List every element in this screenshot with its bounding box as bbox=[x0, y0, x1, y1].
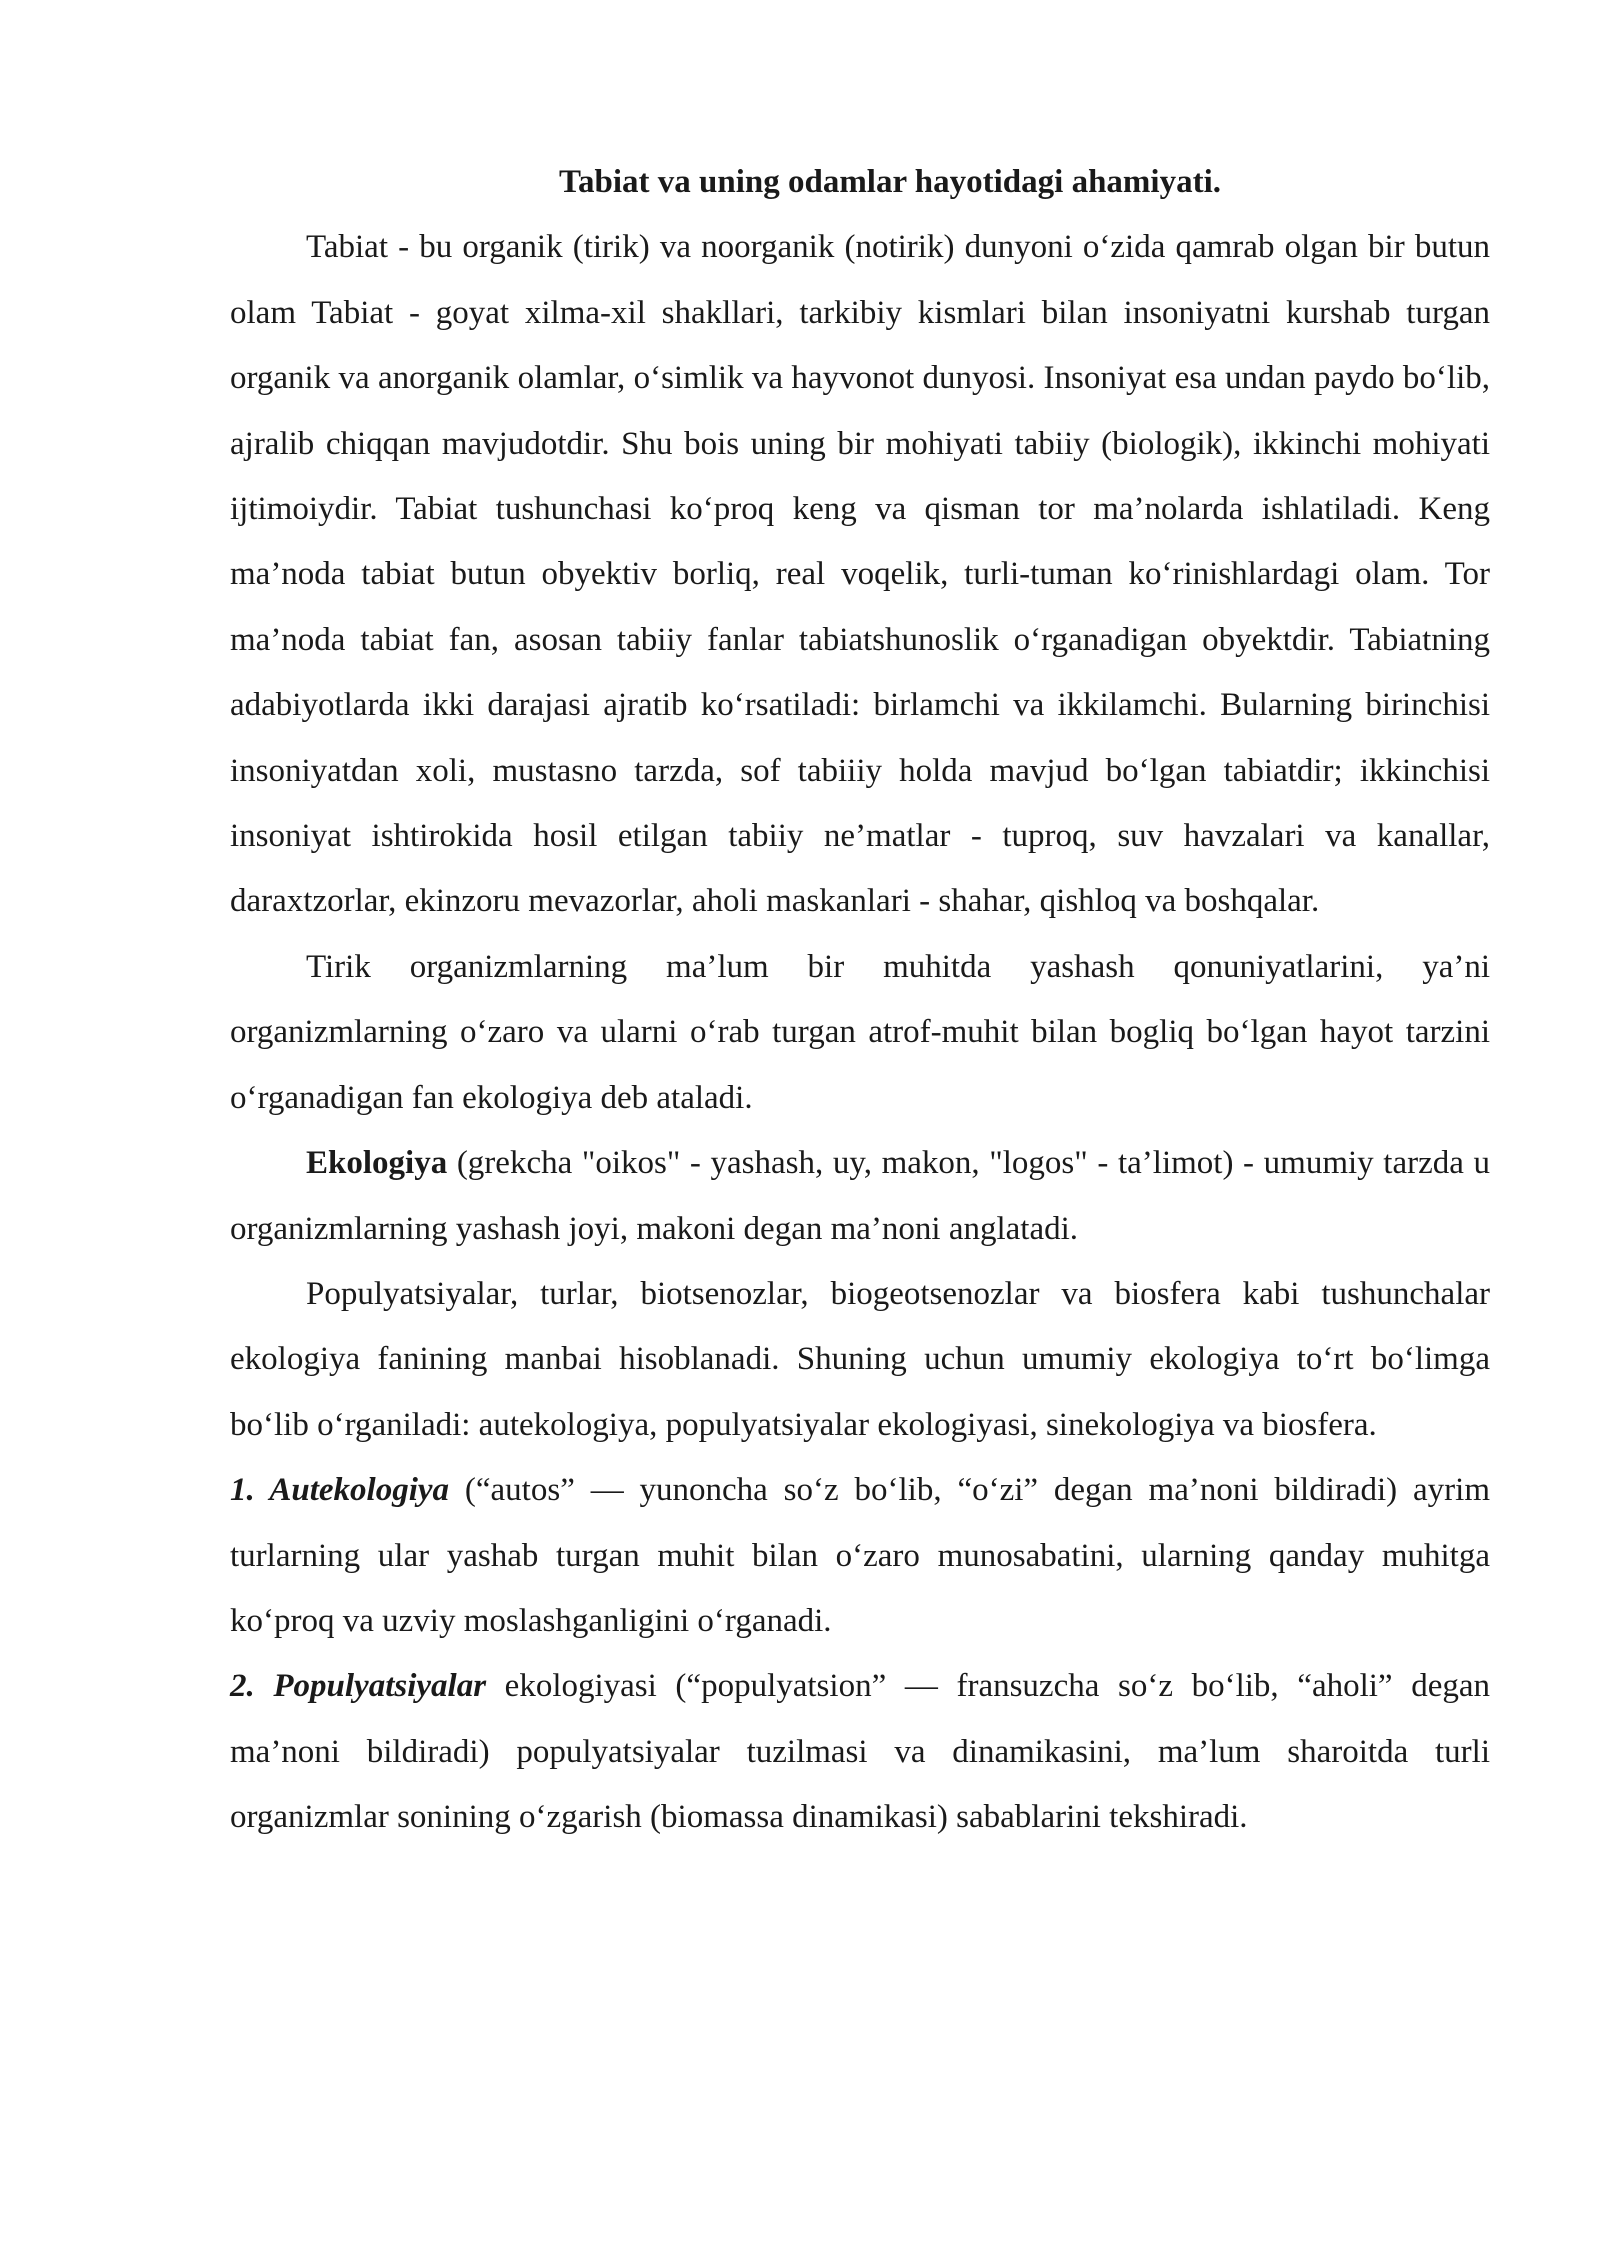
term-autekologiya: 1. Autekologiya bbox=[230, 1472, 450, 1509]
term-populyatsiyalar: 2. Populyatsiyalar bbox=[230, 1668, 487, 1705]
term-ekologiya: Ekologiya bbox=[306, 1145, 448, 1182]
paragraph-text: (“autos” — yunoncha so‘z bo‘lib, “o‘zi” degan ma’noni bildiradi) ayrim turlarning ular yashab turgan muhit bilan o‘zaro munosabatini, ularning qanday muhitga ko‘proq va uzviy moslashganligini o‘rganadi. bbox=[230, 1472, 1490, 1639]
paragraph-text: ekologiyasi (“populyatsion” — fransuzcha so‘z bo‘lib, “aholi” degan ma’noni bildiradi) populyatsiyalar tuzilmasi va dinamikasini, ma’lum sharoitda turli organizmlar sonining o‘zgarish (biomassa dinamikasi) sabablarini tekshiradi. bbox=[230, 1668, 1490, 1836]
document-title: Tabiat va uning odamlar hayotidagi ahamiyati. bbox=[559, 164, 1221, 200]
paragraph-ekologiya-etymology bbox=[230, 1131, 1490, 1262]
paragraph-populyatsiyalar bbox=[230, 1654, 1490, 1850]
paragraph-text: (grekcha "oikos" - yashash, uy, makon, "logos" - ta’limot) - umumiy tarzda u organizmlarning yashash joyi, makoni degan ma’noni anglatadi. bbox=[230, 1145, 1490, 1247]
paragraph-ekologiya-bolimlar: Populyatsiyalar, turlar, biotsenozlar, biogeotsenozlar va biosfera kabi tushunchalar ekologiya fanining manbai hisoblanadi. Shuning uchun umumiy ekologiya to‘rt bo‘limga bo‘lib o‘rganiladi: autekologiya, populyatsiyalar ekologiyasi, sinekologiya va biosfera. bbox=[230, 1275, 1490, 1443]
paragraph-ekologiya-definition: Tirik organizmlarning ma’lum bir muhitda yashash qonuniyatlarini, ya’ni organizmlarning o‘zaro va ularni o‘rab turgan atrof-muhit bilan bogliq bo‘lgan hayot tarzini o‘rganadigan fan ekologiya deb ataladi. bbox=[230, 948, 1490, 1116]
paragraph-autekologiya bbox=[230, 1458, 1490, 1654]
paragraph-tabiat: Tabiat - bu organik (tirik) va noorganik (notirik) dunyoni o‘zida qamrab olgan bir butun olam Tabiat - goyat xilma-xil shakllari, tarkibiy kismlari bilan insoniyatni kurshab turgan organik va anorganik olamlar, o‘simlik va hayvonot dunyosi. Insoniyat esa undan paydo bo‘lib, ajralib chiqqan mavjudotdir. Shu bois uning bir mohiyati tabiiy (biologik), ikkinchi mohiyati ijtimoiydir. Tabiat tushunchasi ko‘proq keng va qisman tor ma’nolarda ishlatiladi. Keng ma’noda tabiat butun obyektiv borliq, real voqelik, turli-tuman ko‘rinishlardagi olam. Tor ma’noda tabiat fan, asosan tabiiy fanlar tabiatshunoslik o‘rganadigan obyektdir. Tabiatning adabiyotlarda ikki darajasi ajratib ko‘rsatiladi: birlamchi va ikkilamchi. Bularning birinchisi insoniyatdan xoli, mustasno tarzda, sof tabiiiy holda mavjud bo‘lgan tabiatdir; ikkinchisi insoniyat ishtirokida hosil etilgan tabiiy ne’matlar - tuproq, suv havzalari va kanallar, daraxtzorlar, ekinzoru mevazorlar, aholi maskanlari - shahar, qishloq va boshqalar. bbox=[230, 229, 1490, 920]
